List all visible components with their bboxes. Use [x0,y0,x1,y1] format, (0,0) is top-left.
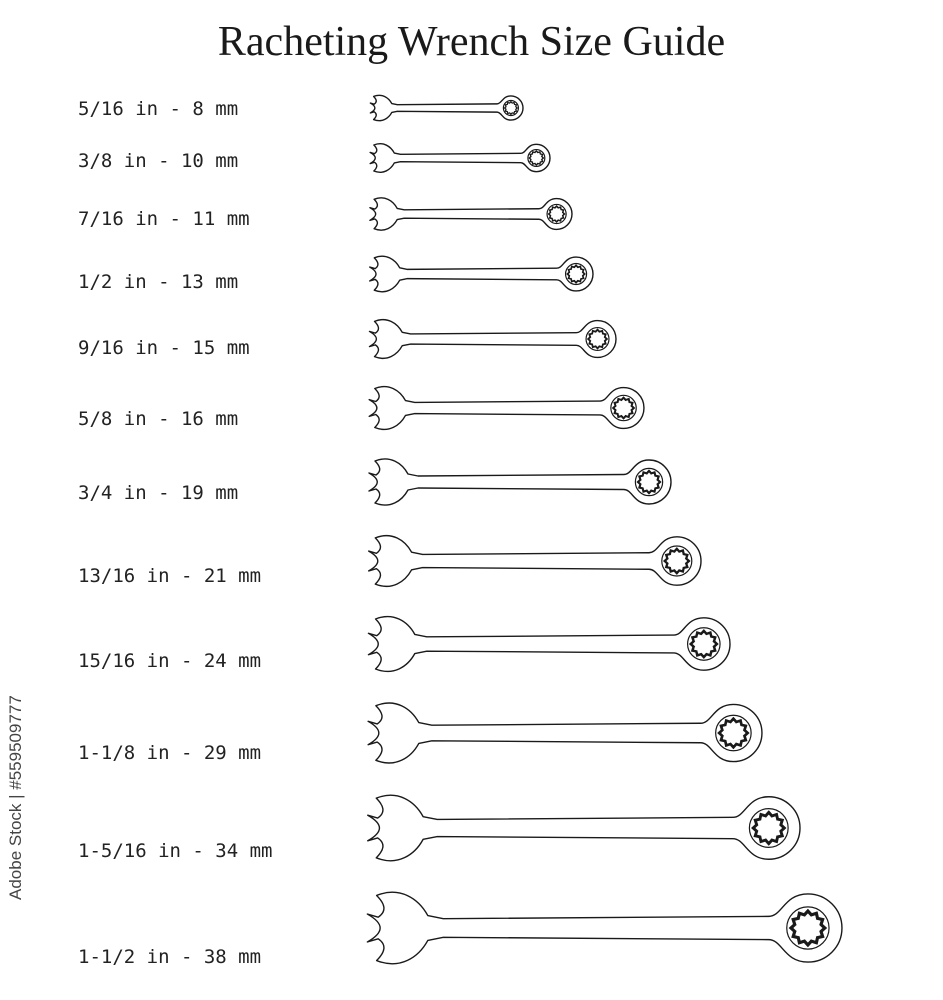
size-label: 1-1/2 in - 38 mm [78,946,262,968]
size-label: 5/8 in - 16 mm [78,408,239,430]
stock-id: Adobe Stock | #559509777 [6,695,25,900]
wrench-icon [370,198,572,230]
size-label: 3/4 in - 19 mm [78,482,239,504]
wrench-icon [368,703,762,763]
size-label: 13/16 in - 21 mm [78,565,262,587]
size-label: 15/16 in - 24 mm [78,650,262,672]
page-title: Racheting Wrench Size Guide [217,19,726,65]
wrench-icon [370,256,593,292]
wrench-icon [368,617,730,672]
wrench-icon [369,387,644,430]
wrench-icon [370,95,523,120]
wrench-icon [369,459,671,505]
size-label: 9/16 in - 15 mm [78,337,250,359]
wrench-icon [368,795,800,860]
size-label: 5/16 in - 8 mm [78,98,239,120]
size-label: 1/2 in - 13 mm [78,271,239,293]
wrench-icon [370,144,550,173]
wrench-icon [369,320,616,359]
size-label: 1-1/8 in - 29 mm [78,742,262,764]
wrench-icon [367,892,842,963]
size-label: 7/16 in - 11 mm [78,208,250,230]
size-label: 3/8 in - 10 mm [78,150,239,172]
size-label: 1-5/16 in - 34 mm [78,840,273,862]
wrench-icon [369,536,701,587]
